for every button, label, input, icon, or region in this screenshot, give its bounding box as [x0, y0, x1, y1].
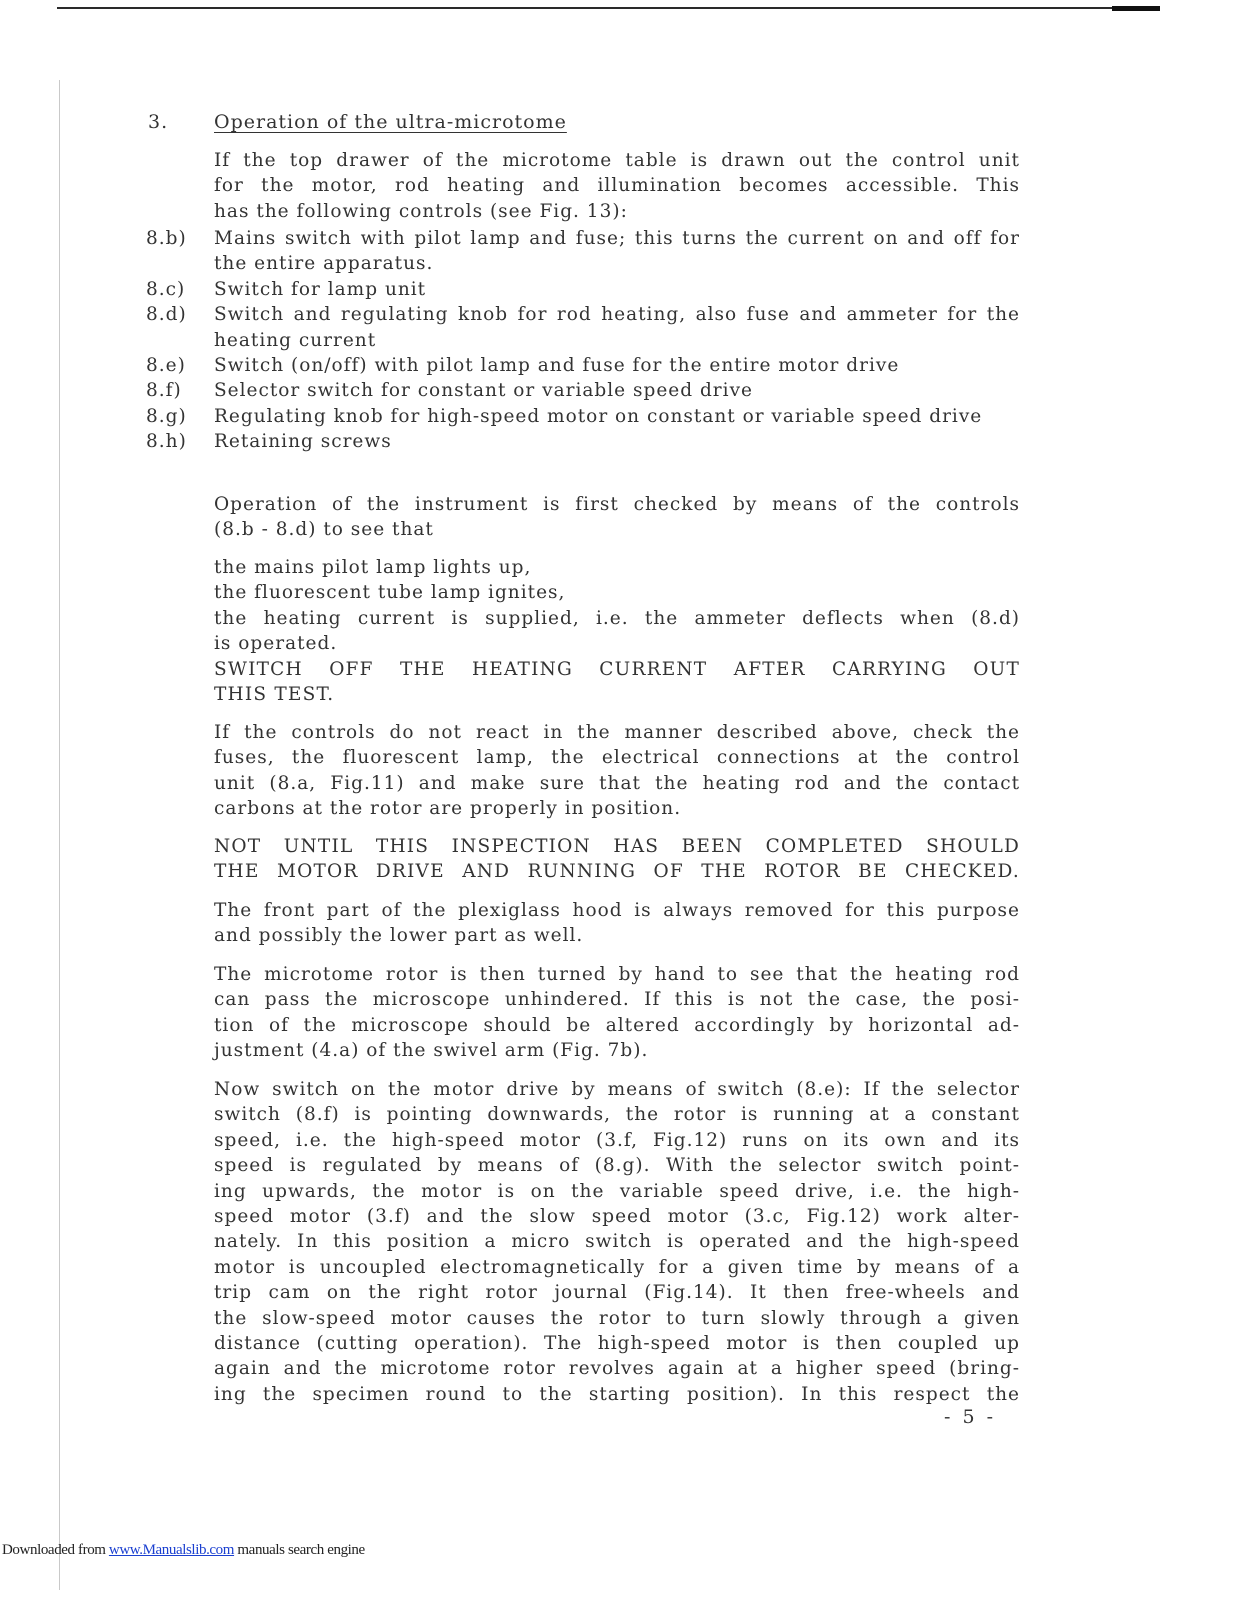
footer-prefix: Downloaded from [2, 1542, 109, 1558]
text-line: Operation of the instrument is first checked by means of the controls [214, 494, 1020, 515]
text-line: ing the specimen round to the starting position). In this respect the [214, 1383, 1020, 1405]
motor-paragraph [214, 1077, 1020, 1407]
text-line: justment (4.a) of the swivel arm (Fig. 7b). [214, 1040, 649, 1062]
item-text: Switch and regulating knob for rod heating, also fuse and ammeter for the heating current [214, 304, 1020, 351]
item-text: Regulating knob for high-speed motor on constant or variable speed drive [214, 405, 983, 427]
item-code: 8.b) [146, 228, 187, 249]
text-line: carbons at the rotor are properly in position. [214, 798, 682, 820]
list-item [146, 404, 1020, 429]
fuses-paragraph [214, 720, 1020, 822]
text-line: The front part of the plexiglass hood is always removed for this purpose [214, 900, 1020, 921]
text-line: again and the microtome rotor revolves again at a higher speed (bring- [214, 1358, 1020, 1380]
item-text: Retaining screws [214, 431, 392, 453]
intro-paragraph [214, 148, 1020, 224]
section-title: Operation of the ultra-microtome [214, 111, 567, 133]
item-text: Switch (on/off) with pilot lamp and fuse for the entire motor drive [214, 355, 900, 377]
rotor-paragraph [214, 962, 1020, 1064]
download-footer [2, 1542, 365, 1559]
text-line: switch (8.f) is pointing downwards, the rotor is running at a constant [214, 1104, 1020, 1126]
top-rule-mark [1112, 6, 1160, 11]
text-line: can pass the microscope unhindered. If this is not the case, the posi- [214, 989, 1020, 1011]
text-line: speed motor (3.f) and the slow speed motor (3.c, Fig.12) work alter- [214, 1206, 1020, 1228]
text-line: If the top drawer of the microtome table is drawn out the control unit [214, 150, 1020, 171]
check-intro [214, 492, 1020, 543]
text-line: speed is regulated by means of (8.g). With the selector switch point- [214, 1155, 1020, 1177]
text-line: motor is uncoupled electromagnetically for a given time by means of a [214, 1256, 1020, 1278]
section-number: 3. [148, 111, 169, 133]
item-code: 8.d) [146, 304, 187, 326]
text-line: trip cam on the right rotor journal (Fig.14). It then free-wheels and [214, 1282, 1020, 1304]
text-line: speed, i.e. the high-speed motor (3.f, Fig.12) runs on its own and its [214, 1129, 1020, 1151]
controls-list [146, 226, 1020, 455]
text-line: has the following controls (see Fig. 13): [214, 200, 628, 222]
text-line: the slow-speed motor causes the rotor to turn slowly through a given [214, 1307, 1020, 1329]
text-line: Now switch on the motor drive by means of switch (8.e): If the selector [214, 1079, 1020, 1100]
page-number: - 5 - [944, 1406, 997, 1428]
text-line: (8.b - 8.d) to see that [214, 519, 434, 541]
warning-line: NOT UNTIL THIS INSPECTION HAS BEEN COMPLETED SHOULD [214, 836, 1020, 857]
text-line: nately. In this position a micro switch is operated and the high-speed [214, 1231, 1020, 1253]
text-line: unit (8.a, Fig.11) and make sure that the heating rod and the contact [214, 772, 1020, 794]
text-line: If the controls do not react in the manner described above, check the [214, 722, 1020, 743]
list-item [146, 277, 1020, 302]
check-list [214, 555, 1020, 707]
text-line: The microtome rotor is then turned by hand to see that the heating rod [214, 964, 1020, 985]
footer-suffix: manuals search engine [234, 1542, 365, 1558]
text-line: distance (cutting operation). The high-speed motor is then coupled up [214, 1333, 1020, 1355]
warning-line: THE MOTOR DRIVE AND RUNNING OF THE ROTOR BE CHECKED. [214, 861, 1020, 883]
list-item [146, 429, 1020, 454]
top-rule [57, 7, 1160, 9]
text-line: ing upwards, the motor is on the variable speed drive, i.e. the high- [214, 1180, 1020, 1202]
text-line: for the motor, rod heating and illumination becomes accessible. This [214, 175, 1020, 197]
warning-line: SWITCH OFF THE HEATING CURRENT AFTER CARRYING OUT [214, 658, 1020, 680]
list-item [146, 378, 1020, 403]
list-item [146, 226, 1020, 277]
text-line: the fluorescent tube lamp ignites, [214, 582, 566, 604]
inspection-warning [214, 834, 1020, 885]
text-line: and possibly the lower part as well. [214, 925, 584, 947]
text-line: fuses, the fluorescent lamp, the electrical connections at the control [214, 747, 1020, 769]
item-text: Selector switch for constant or variable speed drive [214, 380, 753, 402]
text-line: is operated. [214, 633, 338, 655]
scan-edge [59, 80, 60, 1590]
list-item [146, 302, 1020, 353]
item-code: 8.c) [146, 278, 186, 300]
item-code: 8.g) [146, 405, 187, 427]
text-line: the heating current is supplied, i.e. the ammeter deflects when (8.d) [214, 607, 1020, 629]
hood-paragraph [214, 898, 1020, 949]
item-code: 8.f) [146, 380, 182, 402]
item-text: Mains switch with pilot lamp and fuse; this turns the current on and off for the entire apparatus. [214, 228, 1020, 275]
item-code: 8.h) [146, 431, 187, 453]
item-text: Switch for lamp unit [214, 278, 427, 300]
text-line: tion of the microscope should be altered accordingly by horizontal ad- [214, 1014, 1020, 1036]
warning-line: THIS TEST. [214, 684, 335, 706]
item-code: 8.e) [146, 355, 186, 377]
text-line: the mains pilot lamp lights up, [214, 557, 532, 578]
list-item [146, 353, 1020, 378]
manualslib-link[interactable]: www.Manualslib.com [108, 1542, 235, 1558]
